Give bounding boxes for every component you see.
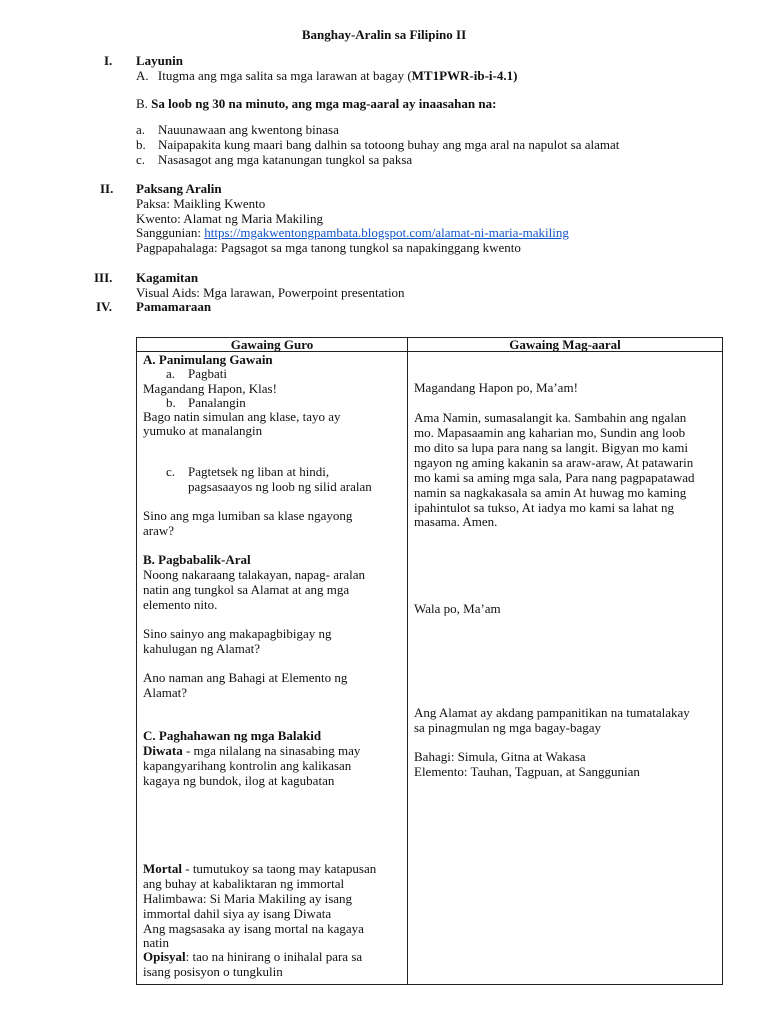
- page-title: Banghay-Aralin sa Filipino II: [301, 27, 467, 42]
- kwento-line: Kwento: Alamat ng Maria Makiling: [136, 211, 324, 226]
- definition-text: - tumutukoy sa taong may katapusan: [181, 861, 377, 876]
- definition-text: isang posisyon o tungkulin: [143, 964, 283, 979]
- objective-b-text: Sa loob ng 30 na minuto, ang mga mag-aaral ay inaasahan na:: [151, 96, 497, 111]
- column-header-magaaral: Gawaing Mag-aaral: [408, 338, 723, 352]
- kagamitan-line: Visual Aids: Mga larawan, Powerpoint presentation: [136, 285, 405, 300]
- sanggunian-label: Sanggunian:: [136, 225, 205, 240]
- section-number: I.: [104, 53, 113, 68]
- definition-text: kagaya ng bundok, ilog at kagubatan: [143, 773, 335, 788]
- term-mortal: Mortal: [143, 861, 182, 876]
- student-answer: Bahagi: Simula, Gitna at Wakasa: [414, 749, 586, 764]
- objective-item-text: Nauunawaan ang kwentong binasa: [158, 122, 339, 137]
- subheading-panimulang: A. Panimulang Gawain: [143, 352, 273, 367]
- lesson-table: [136, 337, 723, 985]
- prayer-line: mo. Mapasaamin ang kaharian mo, Sundin ang loob: [414, 425, 686, 440]
- objective-a-prefix: A.: [136, 68, 149, 83]
- prayer-line: namin sa nagkakasala sa amin At huwag mo kaming: [414, 485, 687, 500]
- sanggunian-link[interactable]: https://mgakwentongpambata.blogspot.com/alamat-ni-maria-makiling: [204, 225, 569, 240]
- objective-item-text: Naipapakita kung maari bang dalhin sa totoong buhay ang mga aral na napulot sa alamat: [158, 137, 620, 152]
- objective-b: [136, 96, 496, 111]
- definition-mortal: [143, 861, 376, 876]
- definition-text: immortal dahil siya ay isang Diwata: [143, 906, 332, 921]
- objective-a-text: Itugma ang mga salita sa mga larawan at bagay (: [157, 68, 412, 83]
- prayer-line: mo dito sa lupa para nang sa langit. Bigyan mo kami: [414, 440, 689, 455]
- section-heading-layunin: Layunin: [136, 53, 183, 68]
- objective-item: [136, 122, 145, 137]
- paksa-line: Paksa: Maikling Kwento: [136, 196, 266, 211]
- objective-b-prefix: B.: [136, 96, 148, 111]
- magaaral-cell: [408, 352, 723, 985]
- question-text: araw?: [143, 523, 175, 538]
- prayer-text: yumuko at manalangin: [143, 423, 263, 438]
- definition-opisyal: [143, 949, 362, 964]
- section-heading-paksang-aralin: Paksang Aralin: [136, 181, 222, 196]
- section-number: III.: [94, 270, 113, 285]
- definition-diwata: [143, 743, 360, 758]
- guro-cell: [137, 352, 408, 985]
- term-diwata: Diwata: [143, 743, 183, 758]
- subheading-pagbabalik: B. Pagbabalik-Aral: [143, 552, 251, 567]
- question-text: kahulugan ng Alamat?: [143, 641, 260, 656]
- objective-a-code: MT1PWR-ib-i-4.1): [411, 68, 518, 83]
- list-text: pagsasaayos ng loob ng silid aralan: [188, 479, 372, 494]
- definition-text: ang buhay at kabaliktaran ng immortal: [143, 876, 345, 891]
- student-greeting: Magandang Hapon po, Ma’am!: [414, 380, 578, 395]
- prayer-line: ngayon ng aming kakanin sa araw-araw, At patawarin: [414, 455, 694, 470]
- objective-item-label: b.: [136, 137, 146, 152]
- prayer-text: Bago natin simulan ang klase, tayo ay: [143, 409, 341, 424]
- list-label: c.: [166, 464, 176, 479]
- prayer-line: ipahintulot sa tukso, At iadya mo kami sa lahat ng: [414, 500, 674, 515]
- question-text: Alamat?: [143, 685, 188, 700]
- objective-item-text: Nasasagot ang mga katanungan tungkol sa paksa: [158, 152, 413, 167]
- question-text: Ano naman ang Bahagi at Elemento ng: [143, 670, 348, 685]
- question-text: Sino ang mga lumiban sa klase ngayong: [143, 508, 353, 523]
- student-answer: Ang Alamat ay akdang pampanitikan na tumatalakay: [414, 705, 690, 720]
- prayer-line: masama. Amen.: [414, 514, 498, 529]
- list-label: a.: [166, 366, 176, 381]
- student-answer: Wala po, Ma’am: [414, 601, 501, 616]
- student-answer: sa pinagmulan ng mga bagay-bagay: [414, 720, 601, 735]
- subheading-paghahawan: C. Paghahawan ng mga Balakid: [143, 728, 322, 743]
- objective-a: [136, 68, 517, 83]
- definition-text: natin: [143, 935, 169, 950]
- objective-item-label: c.: [136, 152, 146, 167]
- definition-text: - mga nilalang na sinasabing may: [182, 743, 361, 758]
- prayer-line: mo kami sa aming mga sala, Para nang pagpapatawad: [414, 470, 695, 485]
- list-text: Pagtetsek ng liban at hindi,: [188, 464, 330, 479]
- section-heading-pamamaraan: Pamamaraan: [136, 299, 212, 314]
- question-text: Sino sainyo ang makapagbibigay ng: [143, 626, 332, 641]
- review-text: Noong nakaraang talakayan, napag- aralan: [143, 567, 365, 582]
- list-label: b.: [166, 395, 176, 410]
- objective-item-label: a.: [136, 122, 146, 137]
- term-opisyal: Opisyal: [143, 949, 186, 964]
- definition-text: : tao na hinirang o inihalal para sa: [185, 949, 363, 964]
- list-text: Panalangin: [188, 395, 246, 410]
- student-answer: Elemento: Tauhan, Tagpuan, at Sanggunian: [414, 764, 640, 779]
- section-number: IV.: [96, 299, 113, 314]
- section-number: II.: [100, 181, 114, 196]
- list-text: Pagbati: [188, 366, 227, 381]
- section-heading-kagamitan: Kagamitan: [136, 270, 199, 285]
- prayer-line: Ama Namin, sumasalangit ka. Sambahin ang ngalan: [414, 410, 687, 425]
- greeting-text: Magandang Hapon, Klas!: [143, 381, 277, 396]
- definition-text: kapangyarihang kontrolin ang kalikasan: [143, 758, 352, 773]
- sanggunian-line: [136, 225, 569, 240]
- definition-text: Halimbawa: Si Maria Makiling ay isang: [143, 891, 353, 906]
- pagpapahalaga-line: Pagpapahalaga: Pagsagot sa mga tanong tungkol sa napakinggang kwento: [136, 240, 521, 255]
- review-text: elemento nito.: [143, 597, 218, 612]
- column-header-guro: Gawaing Guro: [137, 338, 408, 352]
- definition-text: Ang magsasaka ay isang mortal na kagaya: [143, 921, 364, 936]
- review-text: natin ang tungkol sa Alamat at ang mga: [143, 582, 350, 597]
